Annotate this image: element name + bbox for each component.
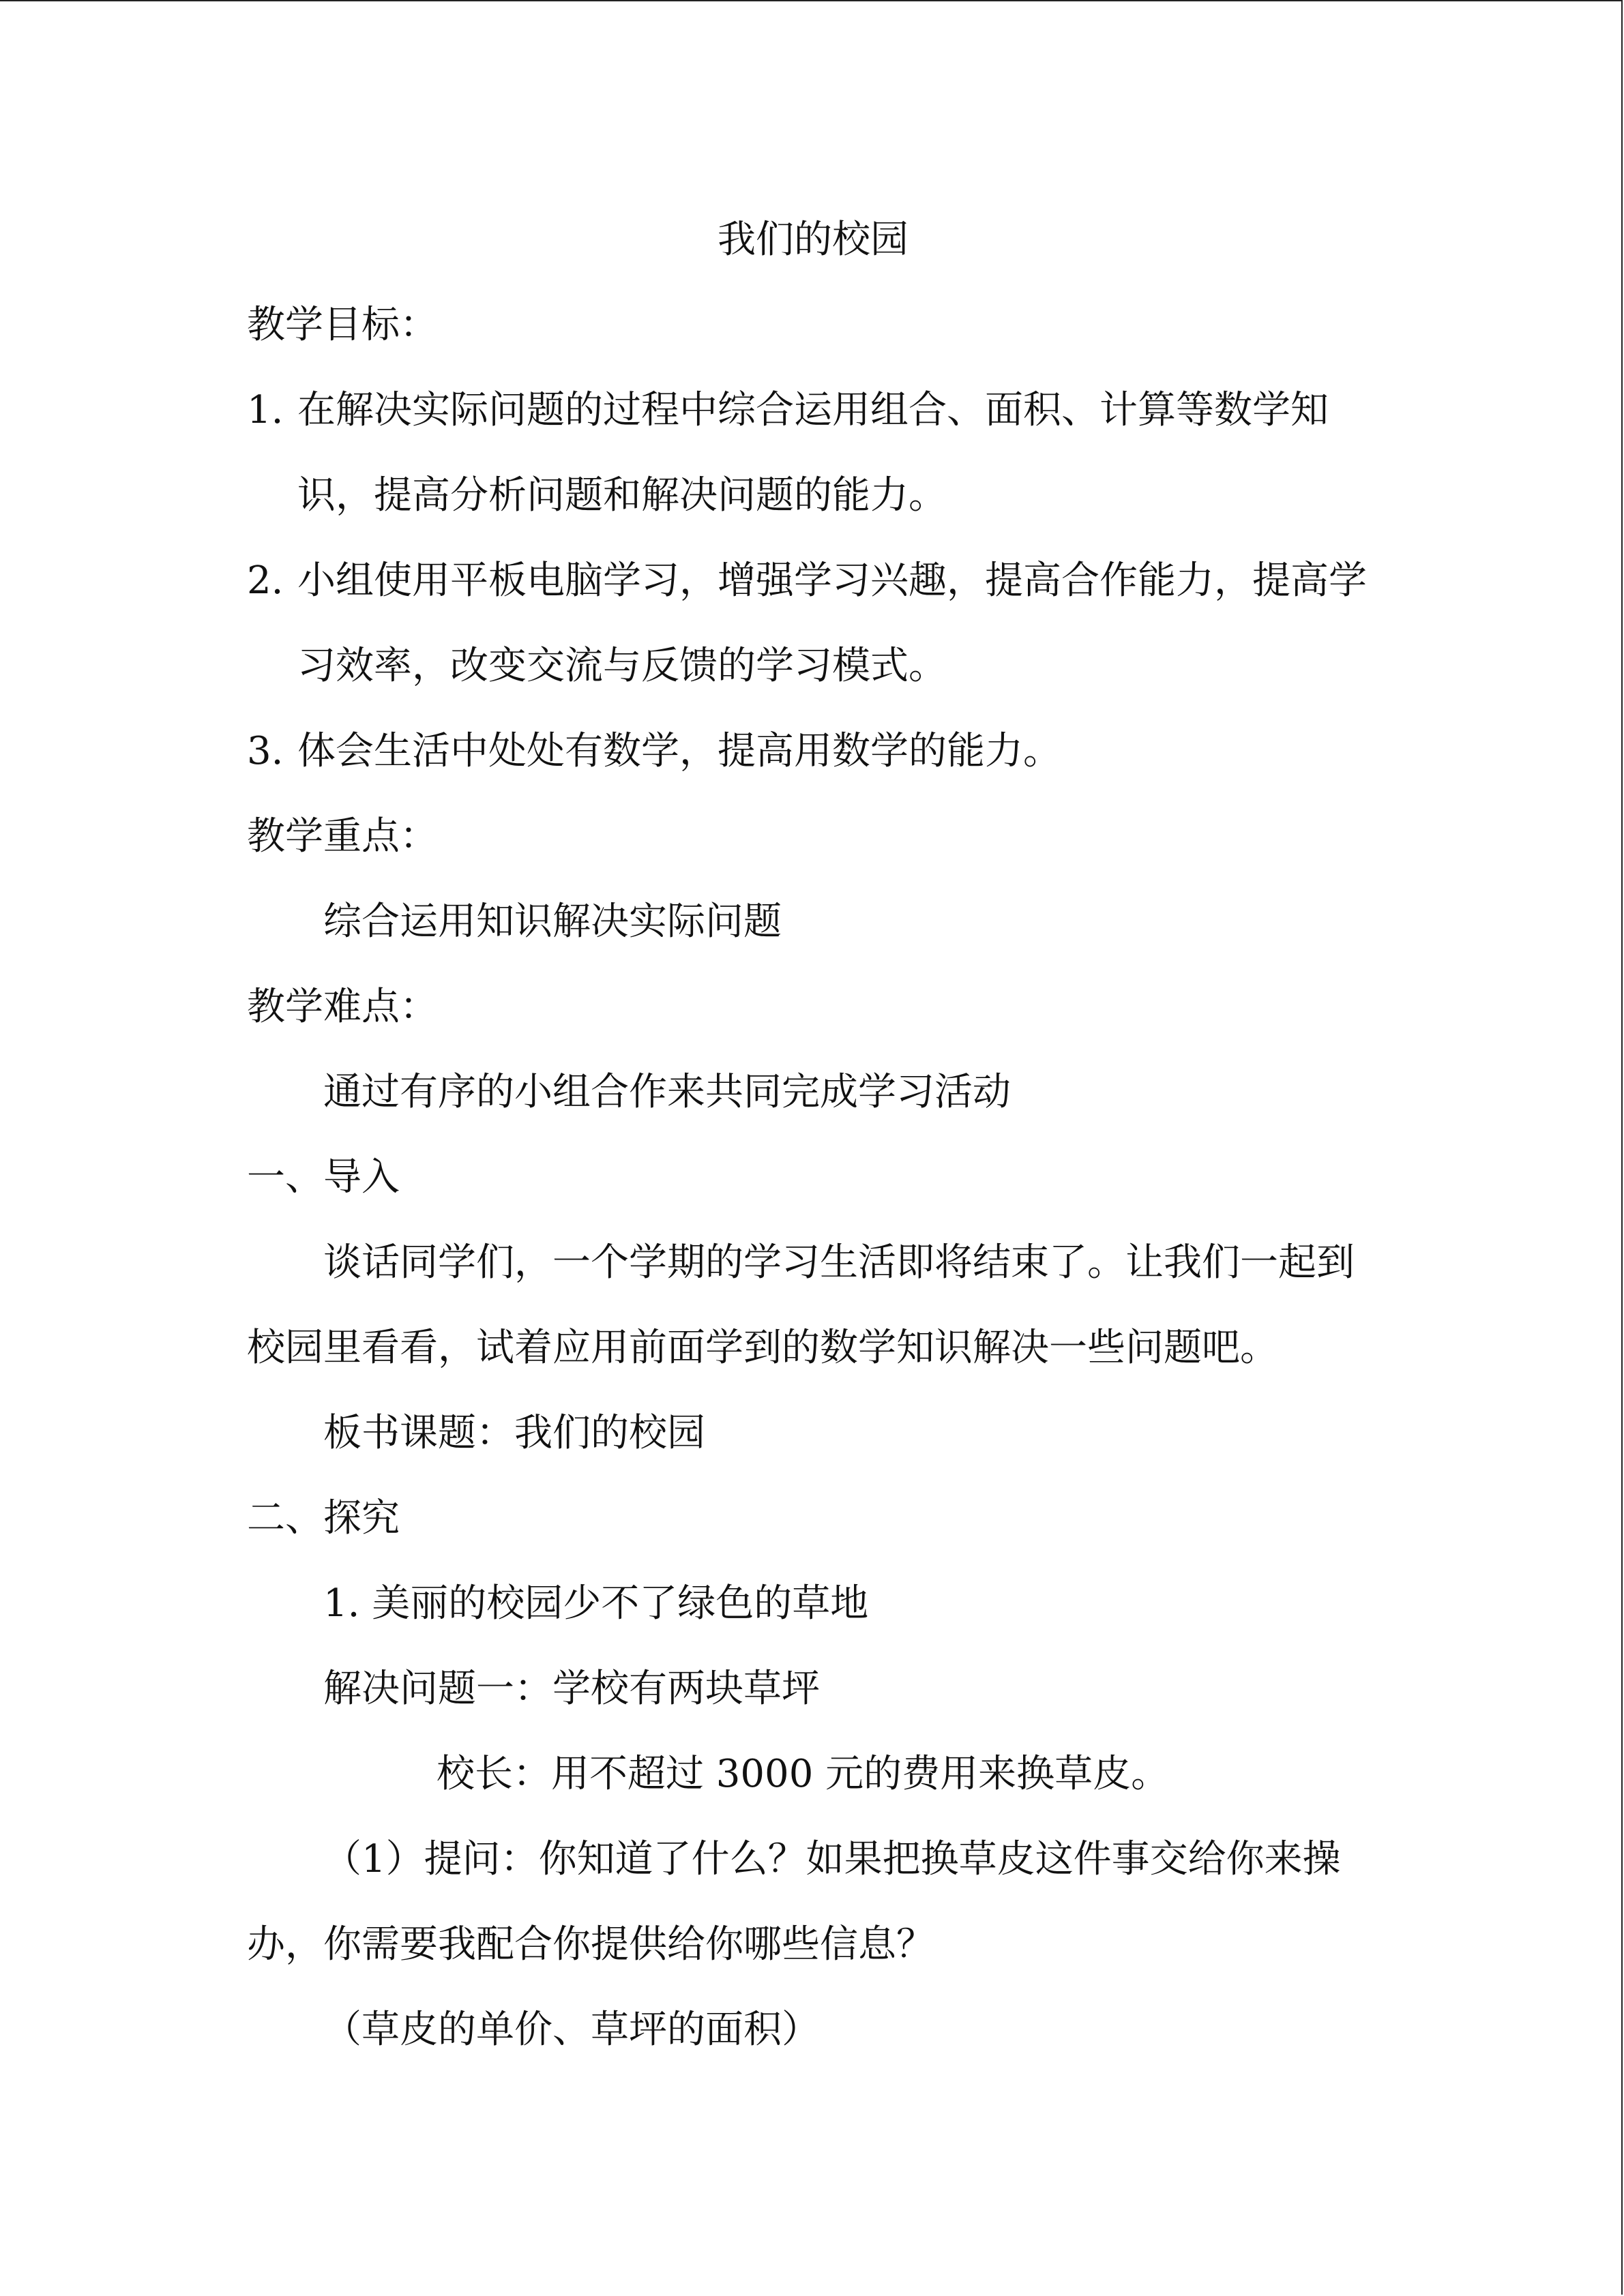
objective-1-number: 1. [247, 388, 284, 432]
objective-2-continuation: 习效率，改变交流与反馈的学习模式。 [297, 644, 947, 688]
key-points-text: 综合运用知识解决实际问题 [323, 899, 782, 944]
difficulties-heading: 教学难点： [247, 985, 438, 1029]
objective-2-number: 2. [247, 558, 284, 603]
objective-3-text: 体会生活中处处有数学，提高用数学的能力。 [297, 729, 1061, 773]
objective-1 [247, 387, 1329, 434]
section-explore-item-1: 1. 美丽的校园少不了绿色的草地 [323, 1581, 869, 1626]
section-explore-question-line-1: （1）提问：你知道了什么？如果把换草皮这件事交给你来操 [323, 1837, 1341, 1881]
difficulties-text: 通过有序的小组合作来共同完成学习活动 [323, 1070, 1011, 1114]
section-explore-heading: 二、探究 [247, 1496, 400, 1540]
section-intro-board-title: 板书课题：我们的校园 [323, 1411, 705, 1455]
section-intro-paragraph-line-1: 谈话同学们，一个学期的学习生活即将结束了。让我们一起到 [323, 1240, 1355, 1285]
objectives-heading: 教学目标： [247, 303, 438, 347]
section-explore-question-line-2: 办，你需要我配合你提供给你哪些信息？ [247, 1922, 934, 1967]
objective-2 [247, 557, 1367, 605]
objective-3 [247, 728, 1061, 775]
section-explore-problem-1: 解决问题一：学校有两块草坪 [323, 1667, 820, 1711]
key-points-heading: 教学重点： [247, 814, 438, 859]
section-intro-paragraph-line-2: 校园里看看，试着应用前面学到的数学知识解决一些问题吧。 [247, 1326, 1278, 1370]
objective-1-continuation: 识，提高分析问题和解决问题的能力。 [297, 473, 947, 518]
document-title: 我们的校园 [718, 218, 909, 262]
section-explore-principal-quote: 校长：用不超过 3000 元的费用来换草皮。 [437, 1752, 1170, 1796]
objective-2-text: 小组使用平板电脑学习，增强学习兴趣，提高合作能力，提高学 [297, 558, 1367, 603]
section-intro-heading: 一、导入 [247, 1155, 400, 1199]
objective-1-text: 在解决实际问题的过程中综合运用组合、面积、计算等数学知 [297, 388, 1329, 432]
section-explore-answer: （草皮的单价、草坪的面积） [323, 2008, 820, 2052]
objective-3-number: 3. [247, 729, 284, 773]
